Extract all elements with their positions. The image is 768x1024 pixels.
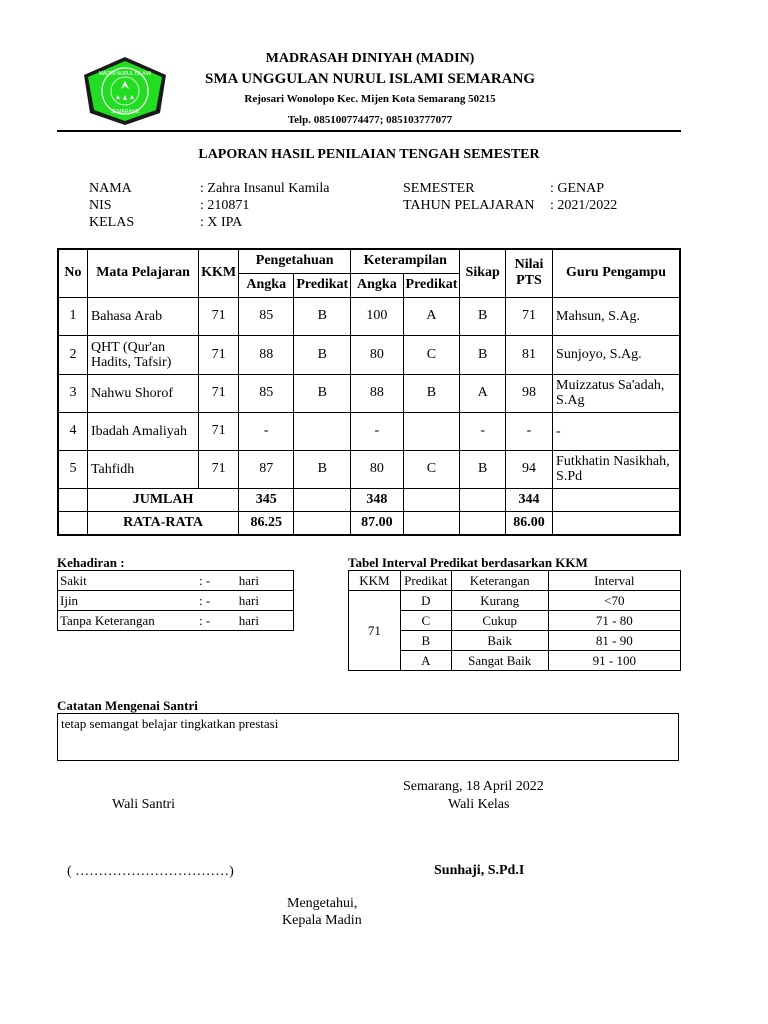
grade-row <box>58 412 680 450</box>
grade-row <box>58 297 680 335</box>
pred-col-interval: Interval <box>548 571 680 591</box>
notes-title: Catatan Mengenai Santri <box>57 698 198 713</box>
wali-santri-label: Wali Santri <box>112 797 176 812</box>
grade-pts: - <box>505 412 552 450</box>
grade-k-angka: 100 <box>351 297 403 335</box>
grade-subject: QHT (Qur'an Hadits, Tafsir) <box>87 335 198 374</box>
kepala-madin-label: Kepala Madin <box>282 913 362 928</box>
grade-kkm: 71 <box>199 374 239 412</box>
attendance-unit: hari <box>237 591 294 611</box>
grade-kkm: 71 <box>199 412 239 450</box>
col-nilai-pts: Nilai PTS <box>505 249 552 297</box>
nama-label: NAMA <box>89 181 132 196</box>
attendance-unit: hari <box>237 571 294 591</box>
tahun-label: TAHUN PELAJARAN <box>403 198 535 213</box>
attendance-unit: hari <box>237 611 294 631</box>
predicate-description: Cukup <box>451 611 548 631</box>
school-logo <box>82 55 168 127</box>
attendance-value: : - <box>197 591 237 611</box>
attendance-table <box>57 570 294 631</box>
grade-p-angka: - <box>239 412 294 450</box>
predicate-row <box>349 591 681 611</box>
pred-col-kkm: KKM <box>349 571 401 591</box>
attendance-label: Sakit <box>58 571 197 591</box>
grade-kkm: 71 <box>199 297 239 335</box>
logo-text-bottom: SEMARANG <box>110 109 140 115</box>
report-title: LAPORAN HASIL PENILAIAN TENGAH SEMESTER <box>198 147 540 162</box>
grade-pts: 81 <box>505 335 552 374</box>
col-p-angka: Angka <box>239 273 294 297</box>
grade-k-angka: - <box>351 412 403 450</box>
grade-p-predikat: B <box>294 297 351 335</box>
grade-teacher: - <box>553 412 680 450</box>
grade-pts: 71 <box>505 297 552 335</box>
predicate-interval: 71 - 80 <box>548 611 680 631</box>
grade-k-angka: 88 <box>351 374 403 412</box>
col-sikap: Sikap <box>460 249 506 297</box>
grade-subject: Tahfidh <box>87 450 198 488</box>
grade-row <box>58 374 680 412</box>
grade-k-predikat: B <box>403 374 460 412</box>
jumlah-label: JUMLAH <box>87 488 238 511</box>
kelas-value: : X IPA <box>200 215 243 230</box>
predicate-description: Baik <box>451 631 548 651</box>
grade-kkm: 71 <box>199 450 239 488</box>
grade-row <box>58 450 680 488</box>
school-name-1: MADRASAH DINIYAH (MADIN) <box>265 51 475 66</box>
grade-teacher: Futkhatin Nasikhah, S.Pd <box>553 450 680 488</box>
attendance-value: : - <box>197 611 237 631</box>
col-k-predikat: Predikat <box>403 273 460 297</box>
grade-no: 2 <box>58 335 87 374</box>
semester-label: SEMESTER <box>403 181 475 196</box>
grade-subject: Ibadah Amaliyah <box>87 412 198 450</box>
attendance-row <box>58 571 294 591</box>
grade-no: 3 <box>58 374 87 412</box>
col-p-predikat: Predikat <box>294 273 351 297</box>
grade-teacher: Mahsun, S.Ag. <box>553 297 680 335</box>
predicate-kkm-value: 71 <box>349 591 401 671</box>
predicate-interval: 81 - 90 <box>548 631 680 651</box>
grade-teacher: Muizzatus Sa'adah, S.Ag <box>553 374 680 412</box>
grade-p-angka: 85 <box>239 374 294 412</box>
grade-no: 5 <box>58 450 87 488</box>
grade-sikap: - <box>460 412 506 450</box>
col-no: No <box>58 249 87 297</box>
grade-p-predikat: B <box>294 450 351 488</box>
nama-value: : Zahra Insanul Kamila <box>200 181 330 196</box>
grade-sikap: B <box>460 335 506 374</box>
wali-santri-signature-line: ( ……………………………) <box>67 864 234 879</box>
col-k-angka: Angka <box>351 273 403 297</box>
predicate-letter: A <box>400 651 451 671</box>
grade-no: 4 <box>58 412 87 450</box>
predicate-letter: C <box>400 611 451 631</box>
semester-value: : GENAP <box>550 181 605 196</box>
grade-teacher: Sunjoyo, S.Ag. <box>553 335 680 374</box>
grade-subject: Nahwu Shorof <box>87 374 198 412</box>
grade-k-predikat: A <box>403 297 460 335</box>
place-date: Semarang, 18 April 2022 <box>403 779 544 794</box>
grades-table <box>57 248 681 536</box>
school-address: Rejosari Wonolopo Kec. Mijen Kota Semarang 50215 <box>244 93 496 105</box>
grade-no: 1 <box>58 297 87 335</box>
col-keterampilan: Keterampilan <box>351 249 460 273</box>
grade-subject: Bahasa Arab <box>87 297 198 335</box>
pred-col-predikat: Predikat <box>400 571 451 591</box>
attendance-row <box>58 611 294 631</box>
grade-k-angka: 80 <box>351 335 403 374</box>
pred-col-keterangan: Keterangan <box>451 571 548 591</box>
attendance-row <box>58 591 294 611</box>
grade-sikap: A <box>460 374 506 412</box>
grade-pts: 98 <box>505 374 552 412</box>
attendance-value: : - <box>197 571 237 591</box>
wali-kelas-name: Sunhaji, S.Pd.I <box>434 863 525 878</box>
col-mapel: Mata Pelajaran <box>87 249 198 297</box>
predicate-table-title: Tabel Interval Predikat berdasarkan KKM <box>348 555 588 570</box>
col-kkm: KKM <box>199 249 239 297</box>
notes-text: tetap semangat belajar tingkatkan prestasi <box>61 716 279 731</box>
col-pengetahuan: Pengetahuan <box>239 249 351 273</box>
wali-kelas-label: Wali Kelas <box>448 797 510 812</box>
jumlah-pts: 344 <box>505 488 552 511</box>
predicate-letter: D <box>400 591 451 611</box>
tahun-value: : 2021/2022 <box>550 198 618 213</box>
school-name-2: SMA UNGGULAN NURUL ISLAMI SEMARANG <box>204 71 536 87</box>
jumlah-keterampilan: 348 <box>351 488 403 511</box>
mengetahui-label: Mengetahui, <box>287 896 358 911</box>
col-guru: Guru Pengampu <box>553 249 680 297</box>
logo-text-top: MADIN NURUL ISLAMI <box>98 71 152 77</box>
attendance-title: Kehadiran : <box>57 555 125 570</box>
grade-pts: 94 <box>505 450 552 488</box>
grade-p-predikat: B <box>294 374 351 412</box>
predicate-description: Sangat Baik <box>451 651 548 671</box>
grade-p-predikat <box>294 412 351 450</box>
predicate-letter: B <box>400 631 451 651</box>
kelas-label: KELAS <box>89 215 135 230</box>
school-phone: Telp. 085100774477; 085103777077 <box>287 114 453 126</box>
rata-pts: 86.00 <box>505 511 552 535</box>
rata-keterampilan: 87.00 <box>351 511 403 535</box>
nis-value: : 210871 <box>200 198 250 213</box>
grade-k-predikat: C <box>403 335 460 374</box>
grade-k-predikat <box>403 412 460 450</box>
predicate-interval: 91 - 100 <box>548 651 680 671</box>
grade-sikap: B <box>460 297 506 335</box>
grade-k-angka: 80 <box>351 450 403 488</box>
grade-sikap: B <box>460 450 506 488</box>
grade-p-angka: 87 <box>239 450 294 488</box>
grade-k-predikat: C <box>403 450 460 488</box>
grade-p-predikat: B <box>294 335 351 374</box>
predicate-description: Kurang <box>451 591 548 611</box>
notes-box <box>57 713 679 761</box>
header-divider <box>57 130 681 132</box>
nis-label: NIS <box>89 198 112 213</box>
grade-p-angka: 85 <box>239 297 294 335</box>
grade-row <box>58 335 680 374</box>
grade-p-angka: 88 <box>239 335 294 374</box>
attendance-label: Ijin <box>58 591 197 611</box>
predicate-interval: <70 <box>548 591 680 611</box>
grade-kkm: 71 <box>199 335 239 374</box>
attendance-label: Tanpa Keterangan <box>58 611 197 631</box>
jumlah-pengetahuan: 345 <box>239 488 294 511</box>
rata-pengetahuan: 86.25 <box>239 511 294 535</box>
predicate-table <box>348 570 681 671</box>
rata-label: RATA-RATA <box>87 511 238 535</box>
